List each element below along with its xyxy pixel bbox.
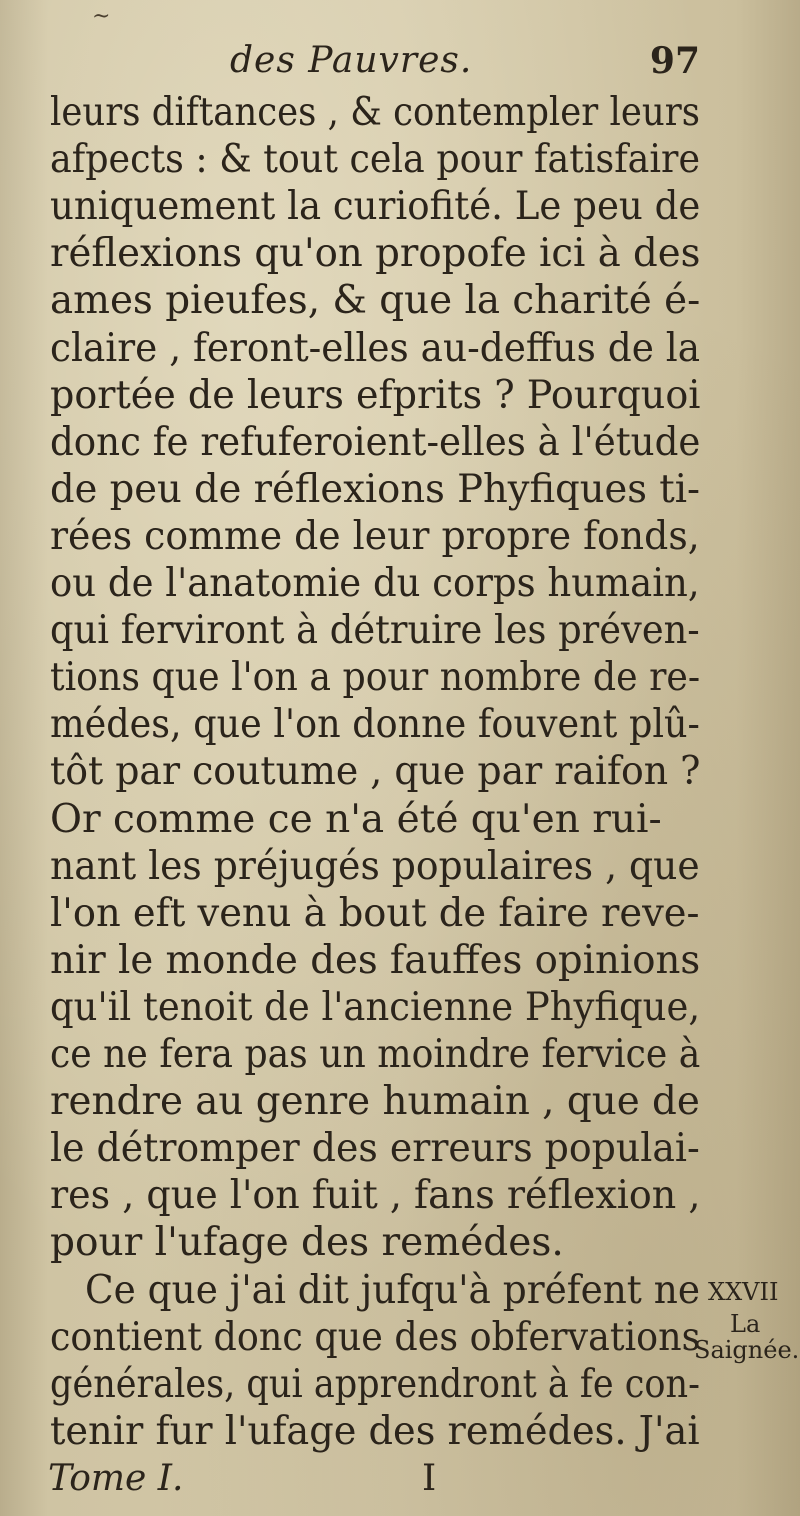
text-line: Or comme ce n'a été qu'en rui- [50,796,662,842]
text-line: rées comme de leur propre fonds, [50,513,700,559]
text-line: réflexions qu'on propofe ici à des [50,231,701,277]
text-line: leurs diftances , & contempler leurs [50,90,700,135]
text-line: tôt par coutume , que par raifon ? [50,749,701,795]
text-line: donc fe refuferoient-elles à l'étude [50,419,701,465]
text-line: médes, que l'on donne fouvent plû- [50,702,700,748]
text-line: contient donc que des obfervations [50,1314,701,1360]
page-number: 97 [649,40,700,82]
top-mark: ~ [92,4,111,29]
text-line: claire , feront-elles au-deffus de la [50,325,701,371]
text-line: pour l'ufage des remédes. [50,1220,564,1266]
text-line: res , que l'on fuit , fans réflexion , [50,1173,701,1219]
text-line: portée de leurs efprits ? Pourquoi [50,372,701,418]
text-line: uniquement la curiofité. Le peu de [50,184,701,230]
text-line: ames pieufes, & que la charité é- [50,278,701,324]
margin-note-line1: La [730,1309,761,1338]
text-line: nant les préjugés populaires , que [50,843,700,889]
text-line: l'on eft venu à bout de faire reve- [50,890,700,936]
running-header [230,36,700,86]
text-line: Ce que j'ai dit jufqu'à préfent ne [85,1267,700,1313]
text-line: nir le monde des fauffes opinions [50,937,701,983]
margin-note-line2: Saignée. [694,1335,800,1364]
text-line: qui ferviront à détruire les préven- [50,608,700,654]
text-line: tions que l'on a pour nombre de re- [50,655,701,701]
gathering-signature: I [422,1457,437,1499]
margin-note-number: XXVII [708,1277,779,1306]
text-line: ou de l'anatomie du corps humain, [50,561,700,606]
text-line: générales, qui apprendront à fe con- [50,1361,700,1407]
volume-signature: Tome I. [48,1457,184,1499]
text-line: afpects : & tout cela pour fatisfaire [50,137,701,183]
text-line: le détromper des erreurs populai- [50,1126,700,1172]
text-line: rendre au genre humain , que de [50,1079,700,1125]
running-title: des Pauvres. [230,40,473,81]
text-line: de peu de réflexions Phyfiques ti- [50,466,701,512]
text-line: tenir fur l'ufage des remédes. J'ai [50,1408,700,1454]
text-line: qu'il tenoit de l'ancienne Phyfique, [50,984,701,1030]
text-line: ce ne fera pas un moindre fervice à [50,1032,701,1077]
